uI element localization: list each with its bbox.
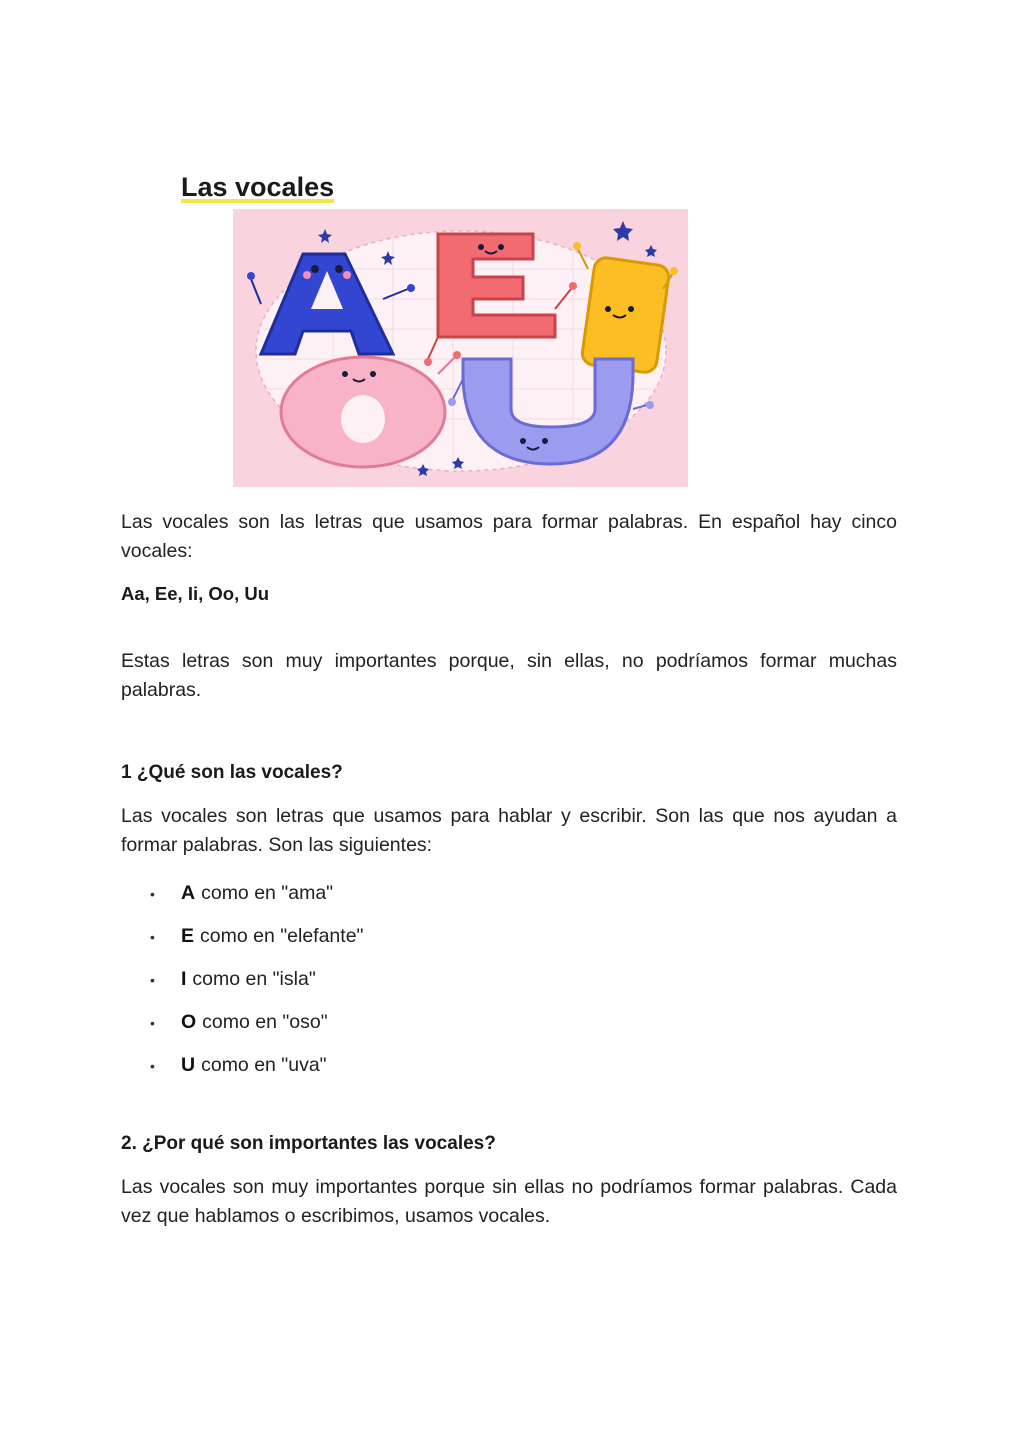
bullet-icon: • xyxy=(150,971,155,988)
section-2-heading: 2. ¿Por qué son importantes las vocales? xyxy=(121,1133,496,1154)
vowel-letter: E xyxy=(181,925,195,947)
vowel-letter: A xyxy=(181,882,196,904)
vowel-example: como en "oso" xyxy=(202,1011,328,1033)
vowels-line: Aa, Ee, Ii, Oo, Uu xyxy=(121,583,270,604)
vowel-example: como en "ama" xyxy=(201,882,334,904)
vowel-letter: I xyxy=(181,968,187,990)
list-item xyxy=(150,958,363,1001)
section-1-heading: 1 ¿Qué son las vocales? xyxy=(121,762,343,783)
list-item xyxy=(150,915,363,958)
page-title: Las vocales xyxy=(181,172,335,202)
bullet-icon: • xyxy=(150,1057,155,1074)
section-1-paragraph: Las vocales son letras que usamos para hablar y escribir. Son las que nos ayudan a formar palabras. Son las siguientes: xyxy=(121,805,897,856)
list-item xyxy=(150,1001,363,1044)
vowels-illustration xyxy=(233,209,688,487)
list-item xyxy=(150,872,363,915)
importance-paragraph: Estas letras son muy importantes porque, sin ellas, no podríamos formar muchas palabras. xyxy=(121,650,897,701)
bullet-icon: • xyxy=(150,885,155,902)
vowel-example: como en "uva" xyxy=(201,1054,327,1076)
section-2-paragraph: Las vocales son muy importantes porque sin ellas no podríamos formar palabras. Cada vez que hablamos o escribimos, usamos vocales. xyxy=(121,1176,897,1227)
bullet-icon: • xyxy=(150,928,155,945)
vowel-example: como en "elefante" xyxy=(200,925,364,947)
vowel-letter: U xyxy=(181,1054,196,1076)
vowel-examples-list xyxy=(150,872,363,1087)
intro-paragraph: Las vocales son las letras que usamos para formar palabras. En español hay cinco vocales: xyxy=(121,511,897,562)
vowel-letter: O xyxy=(181,1011,197,1033)
bullet-icon: • xyxy=(150,1014,155,1031)
list-item xyxy=(150,1044,363,1087)
vowel-example: como en "isla" xyxy=(192,968,316,990)
